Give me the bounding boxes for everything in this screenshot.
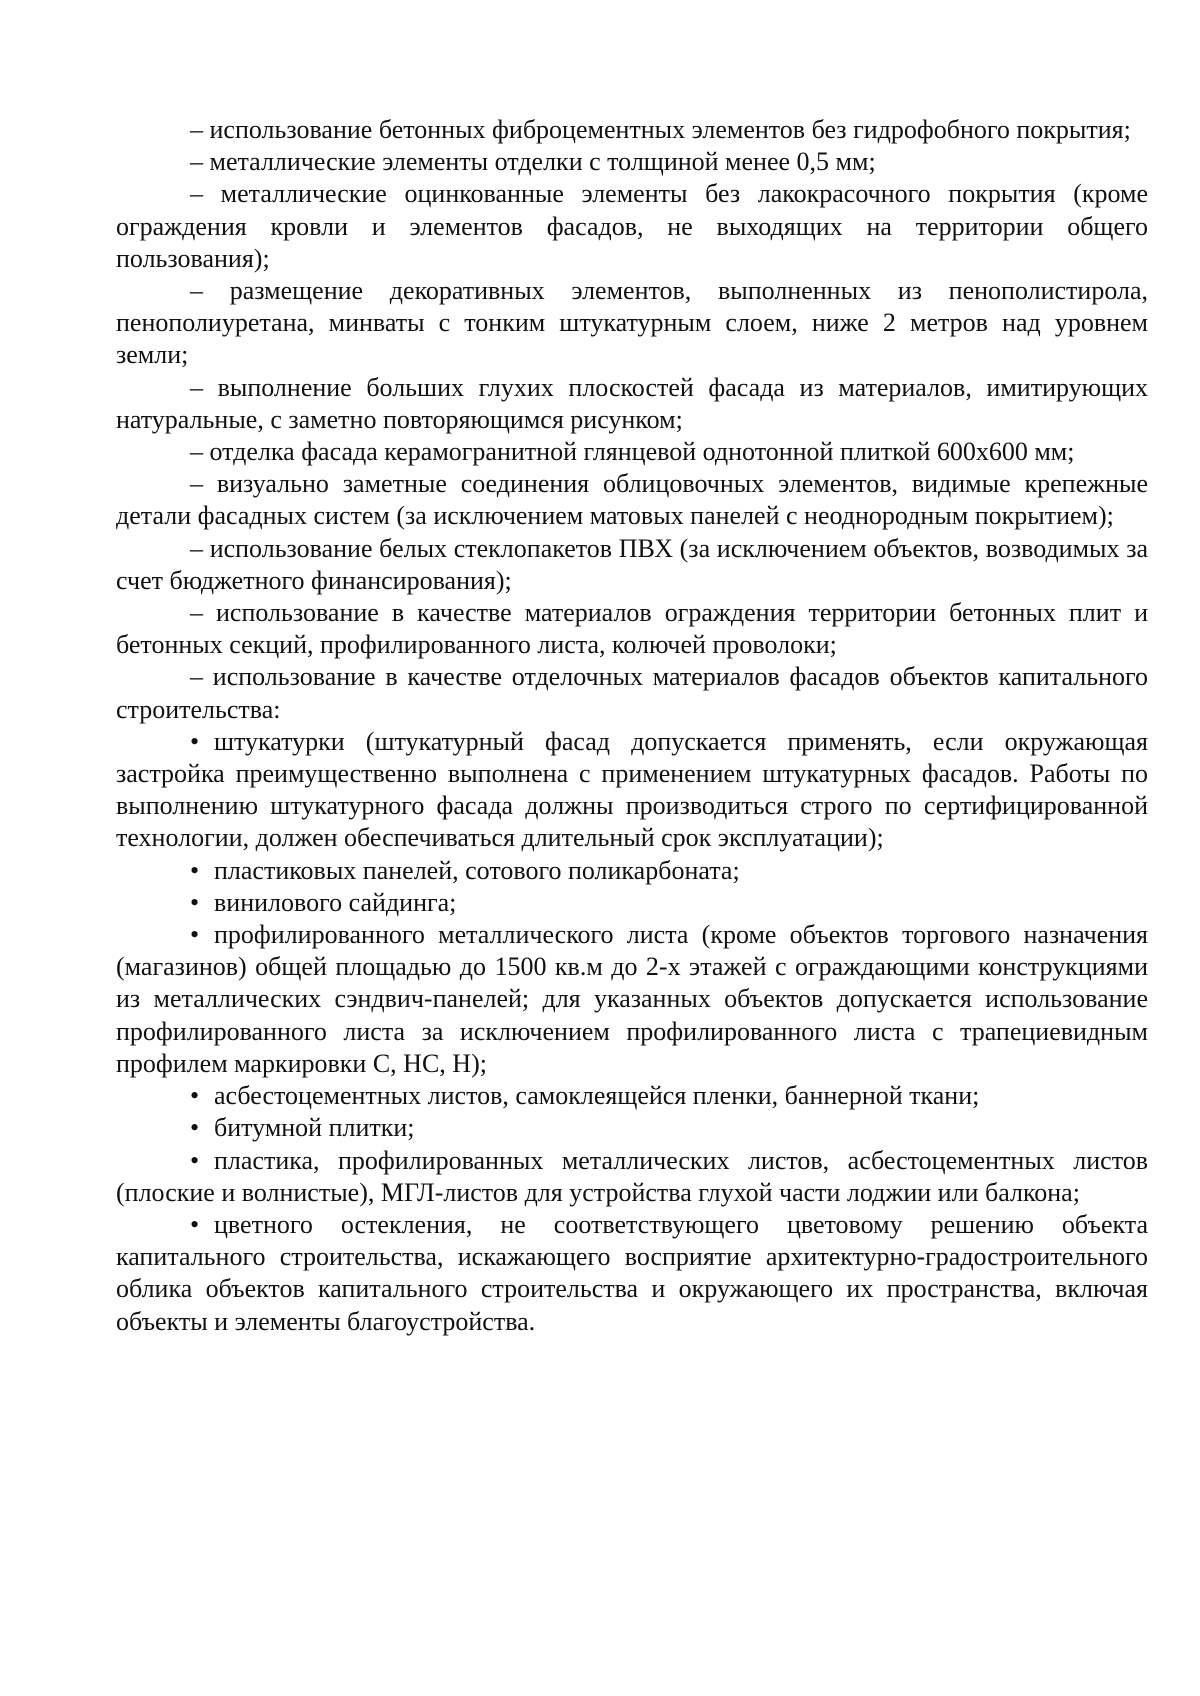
list-item-dash [116, 436, 1148, 468]
list-item-dash [116, 178, 1148, 275]
list-item-text: металлические оцинкованные элементы без лакокрасочного покрытия (кроме ограждения кровли и элементов фасадов, не выходящих на территории общего пользования); [116, 179, 1148, 273]
bullet-marker: • [190, 1209, 200, 1239]
bullet-marker: • [190, 887, 200, 917]
bullet-marker: • [190, 1081, 200, 1111]
dash-marker: – [190, 179, 203, 209]
list-item-text: пластика, профилированных металлических листов, асбестоцементных листов (плоские и волнистые), МГЛ-листов для устройства глухой части лоджии или балкона; [116, 1145, 1148, 1207]
list-item-bullet [116, 887, 1148, 919]
dash-marker: – [190, 147, 203, 177]
list-item-text: использование в качестве материалов ограждения территории бетонных плит и бетонных секций, профилированного листа, колючей проволоки; [116, 598, 1148, 660]
list-item-text: пластиковых панелей, сотового поликарбоната; [214, 855, 740, 885]
dash-marker: – [190, 598, 203, 628]
bullet-marker: • [190, 855, 200, 885]
list-item-text: асбестоцементных листов, самоклеящейся пленки, баннерной ткани; [214, 1081, 980, 1111]
list-item-text: металлические элементы отделки с толщиной менее 0,5 мм; [209, 147, 876, 177]
bullet-marker: • [190, 920, 200, 950]
list-item-text: выполнение больших глухих плоскостей фасада из материалов, имитирующих натуральные, с заметно повторяющимся рисунком; [116, 372, 1148, 434]
list-item-dash [116, 468, 1148, 532]
list-item-dash [116, 275, 1148, 372]
list-item-text: отделка фасада керамогранитной глянцевой однотонной плиткой 600х600 мм; [209, 437, 1075, 467]
bullet-marker: • [190, 1145, 200, 1175]
document-page [116, 114, 1148, 1338]
list-item-bullet [116, 726, 1148, 855]
dash-marker: – [190, 662, 203, 692]
list-item-bullet [116, 919, 1148, 1080]
list-item-dash [116, 661, 1148, 725]
list-item-dash [116, 146, 1148, 178]
dash-marker: – [190, 469, 203, 499]
list-item-text: профилированного металлического листа (кроме объектов торгового назначения (магазинов) общей площадью до 1500 кв.м до 2-х этажей с ограждающими конструкциями из металлических сэндвич-панелей; для указанных объектов допускается использование профилированного листа за исключением профилированного листа с трапециевидным профилем маркировки С, НС, Н); [116, 920, 1148, 1078]
list-item-text: использование в качестве отделочных материалов фасадов объектов капитального строительства: [116, 662, 1148, 724]
bullet-marker: • [190, 726, 200, 756]
dash-marker: – [190, 115, 203, 144]
dash-marker: – [190, 437, 203, 467]
list-item-bullet [116, 1080, 1148, 1112]
list-item-dash [116, 533, 1148, 597]
list-item-bullet [116, 1209, 1148, 1338]
list-item-dash [116, 372, 1148, 436]
list-item-text: использование бетонных фиброцементных элементов без гидрофобного покрытия; [209, 115, 1131, 144]
dash-marker: – [190, 372, 203, 402]
list-item-bullet [116, 855, 1148, 887]
list-item-text: использование белых стеклопакетов ПВХ (за исключением объектов, возводимых за счет бюджетного финансирования); [116, 533, 1149, 595]
dash-marker: – [190, 276, 203, 306]
list-item-text: винилового сайдинга; [214, 887, 457, 917]
bullet-marker: • [190, 1113, 200, 1143]
list-item-text: размещение декоративных элементов, выполненных из пенополистирола, пенополиуретана, минваты с тонким штукатурным слоем, ниже 2 метров над уровнем земли; [116, 276, 1148, 370]
list-item-text: визуально заметные соединения облицовочных элементов, видимые крепежные детали фасадных систем (за исключением матовых панелей с неоднородным покрытием); [116, 469, 1148, 531]
list-item-text: битумной плитки; [214, 1113, 415, 1143]
list-item-bullet [116, 1112, 1148, 1144]
list-item-text: цветного остекления, не соответствующего цветовому решению объекта капитального строительства, искажающего восприятие архитектурно-градостроительного облика объектов капитального строительства и окружающего их пространства, включая объекты и элементы благоустройства. [116, 1209, 1148, 1336]
list-item-text: штукатурки (штукатурный фасад допускается применять, если окружающая застройка преимущественно выполнена с применением штукатурных фасадов. Работы по выполнению штукатурного фасада должны производиться строго по сертифицированной технологии, должен обеспечиваться длительный срок эксплуатации); [116, 726, 1148, 853]
dash-marker: – [190, 533, 203, 563]
list-item-dash [116, 114, 1148, 146]
list-item-bullet [116, 1145, 1148, 1209]
list-item-dash [116, 597, 1148, 661]
